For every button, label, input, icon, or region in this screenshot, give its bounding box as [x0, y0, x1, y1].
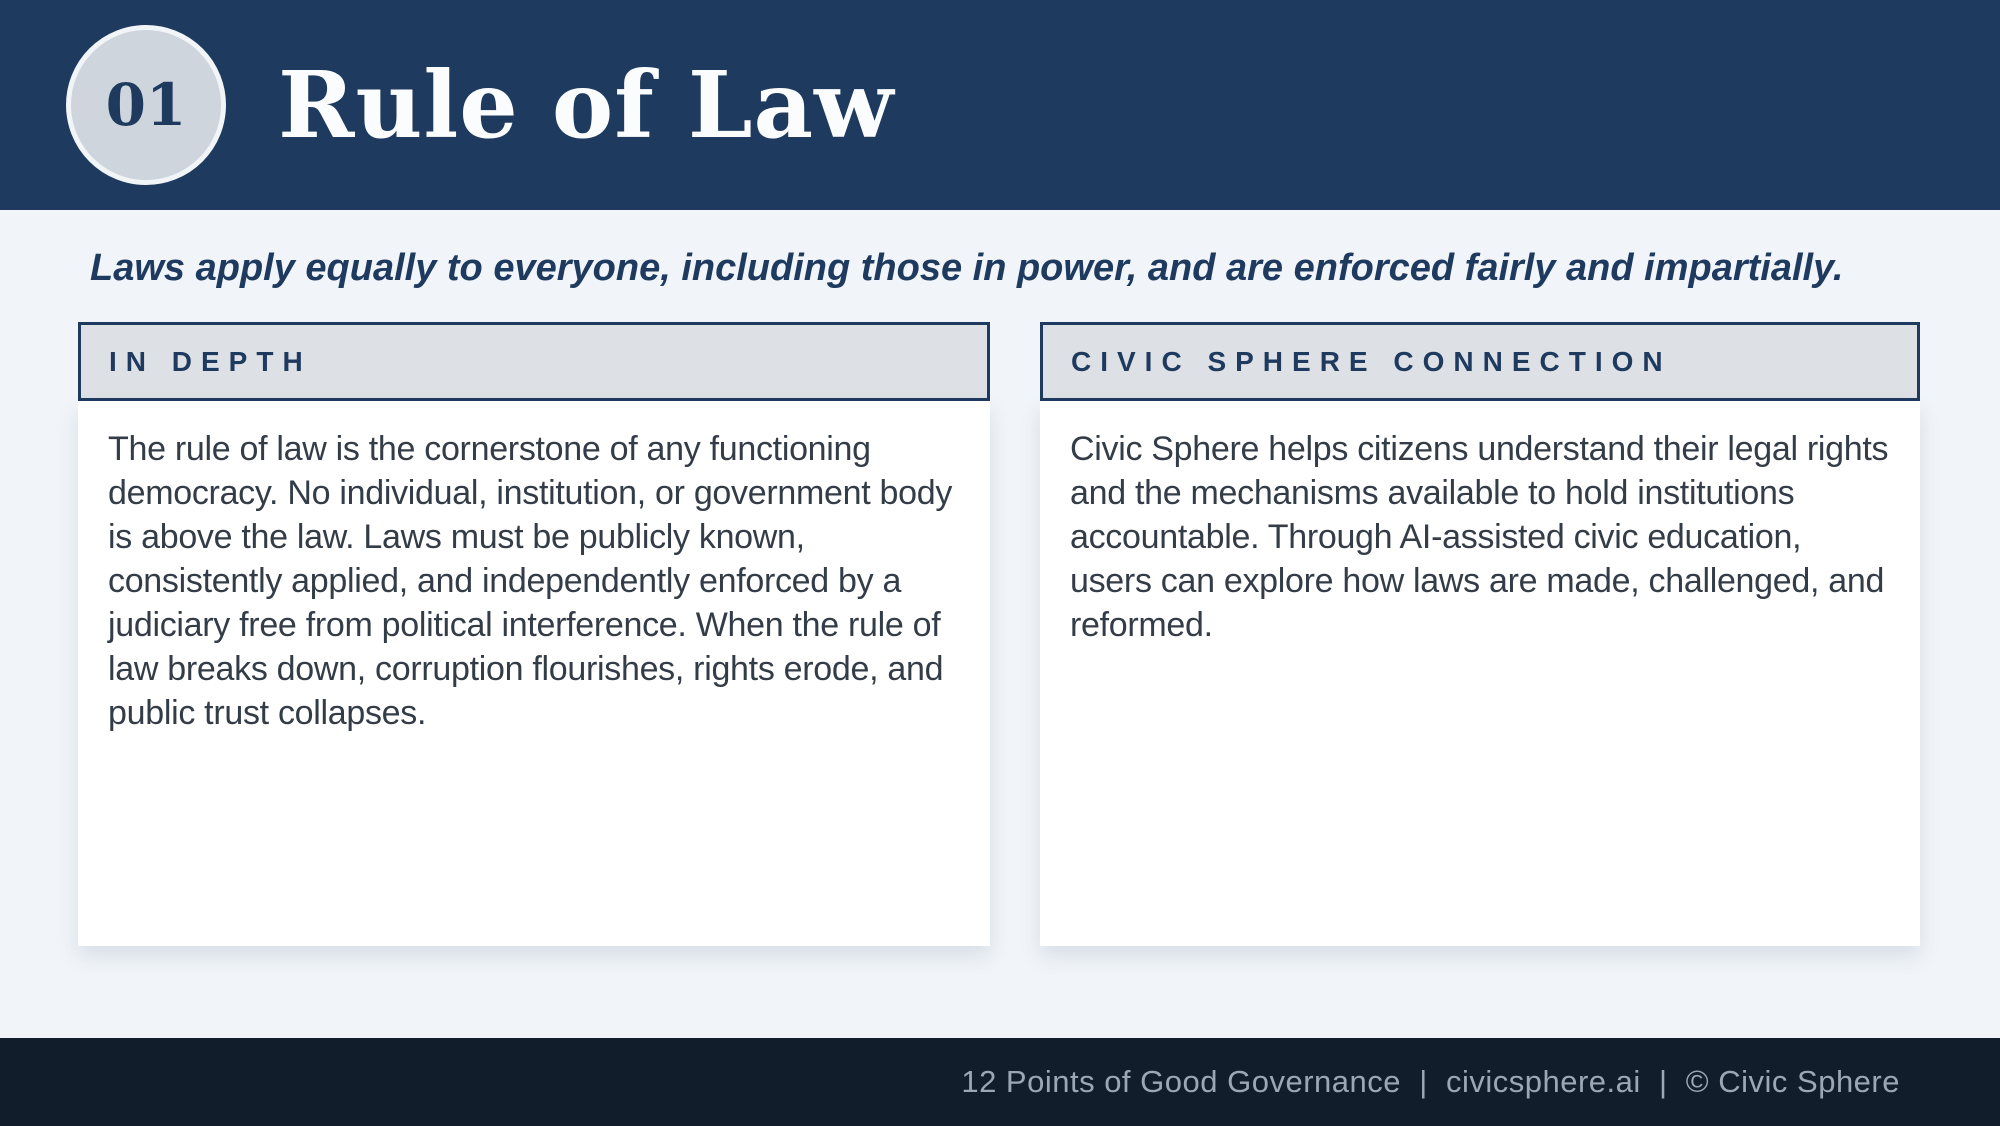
cards-row: [78, 322, 1920, 946]
card-in-depth-text: The rule of law is the cornerstone of any functioning democracy. No individual, institution, or government body is above the law. Laws must be publicly known, consistently applied, and independently enforced by a judiciary free from political interference. When the rule of law breaks down, corruption flourishes, rights erode, and public trust collapses.: [108, 430, 953, 732]
card-in-depth-label: IN DEPTH: [109, 346, 312, 377]
card-in-depth: [78, 322, 990, 946]
card-civic-sphere-connection: [1040, 322, 1920, 946]
footer-text: 12 Points of Good Governance | civicsphere.ai | © Civic Sphere: [961, 1064, 1900, 1099]
card-civic-sphere-content: [1040, 401, 1920, 946]
slide-number: 01: [105, 71, 187, 139]
slide-footer: [0, 1038, 2000, 1126]
card-in-depth-header: [78, 322, 990, 401]
card-in-depth-content: [78, 401, 990, 946]
page-title: Rule of Law: [278, 51, 895, 159]
card-civic-sphere-text: Civic Sphere helps citizens understand their legal rights and the mechanisms available to hold institutions accountable. Through AI-assisted civic education, users can explore how laws are made, challenged, and reformed.: [1070, 430, 1889, 644]
card-civic-sphere-header: [1040, 322, 1920, 401]
slide-body: [0, 210, 2000, 946]
card-civic-sphere-label: CIVIC SPHERE CONNECTION: [1071, 346, 1672, 377]
subtitle: Laws apply equally to everyone, including those in power, and are enforced fairly and impartially.: [90, 247, 1844, 289]
slide-header: [0, 0, 2000, 210]
slide-number-badge: [66, 25, 226, 185]
